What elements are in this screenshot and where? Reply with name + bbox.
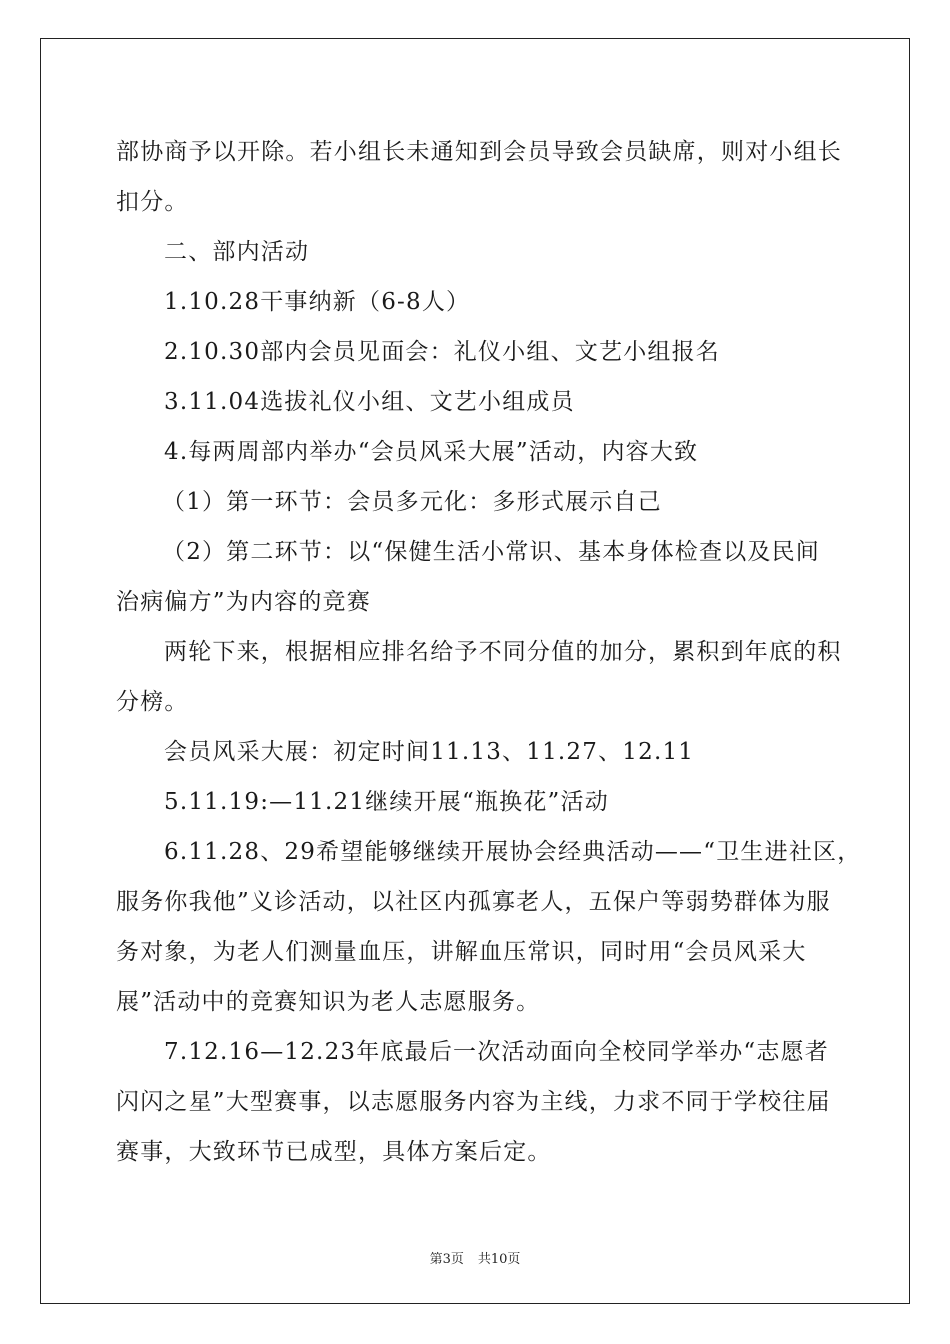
- list-item: 3.11.04选拔礼仪小组、文艺小组成员: [164, 389, 575, 415]
- paragraph-line: 分榜。: [116, 689, 189, 715]
- sub-list-item: （2）第二环节：以“保健生活小常识、基本身体检查以及民间: [162, 539, 820, 565]
- page-number: 第3页: [429, 1252, 464, 1267]
- paragraph-line: 扣分。: [116, 189, 189, 215]
- page-total: 共10页: [477, 1252, 521, 1267]
- list-item: 4.每两周部内举办“会员风采大展”活动，内容大致: [164, 439, 699, 465]
- paragraph-line: 赛事，大致环节已成型，具体方案后定。: [116, 1139, 552, 1165]
- list-item: 2.10.30部内会员见面会：礼仪小组、文艺小组报名: [164, 339, 720, 365]
- paragraph-line: 治病偏方”为内容的竞赛: [116, 589, 371, 615]
- paragraph-line: 务对象，为老人们测量血压，讲解血压常识，同时用“会员风采大: [116, 939, 807, 965]
- paragraph-line: 展”活动中的竞赛知识为老人志愿服务。: [116, 989, 541, 1015]
- sub-list-item: （1）第一环节：会员多元化：多形式展示自己: [162, 489, 662, 515]
- paragraph-line: 两轮下来，根据相应排名给予不同分值的加分，累积到年底的积: [164, 639, 842, 665]
- paragraph-line: 会员风采大展：初定时间11.13、11.27、12.11: [164, 739, 695, 765]
- document-body: [116, 127, 862, 1177]
- paragraph-line: 服务你我他”义诊活动，以社区内孤寡老人，五保户等弱势群体为服: [116, 889, 831, 915]
- list-item: 7.12.16—12.23年底最后一次活动面向全校同学举办“志愿者: [164, 1039, 829, 1065]
- list-item: 6.11.28、29希望能够继续开展协会经典活动——“卫生进社区，: [164, 839, 862, 865]
- list-item: 5.11.19:—11.21继续开展“瓶换花”活动: [164, 789, 609, 815]
- paragraph-line: 闪闪之星”大型赛事，以志愿服务内容为主线，力求不同于学校往届: [116, 1089, 831, 1115]
- paragraph-line: 部协商予以开除。若小组长未通知到会员导致会员缺席，则对小组长: [116, 139, 842, 165]
- section-heading: 二、部内活动: [164, 239, 310, 265]
- list-item: 1.10.28干事纳新（6-8人）: [164, 289, 471, 315]
- page-footer: [0, 1248, 950, 1267]
